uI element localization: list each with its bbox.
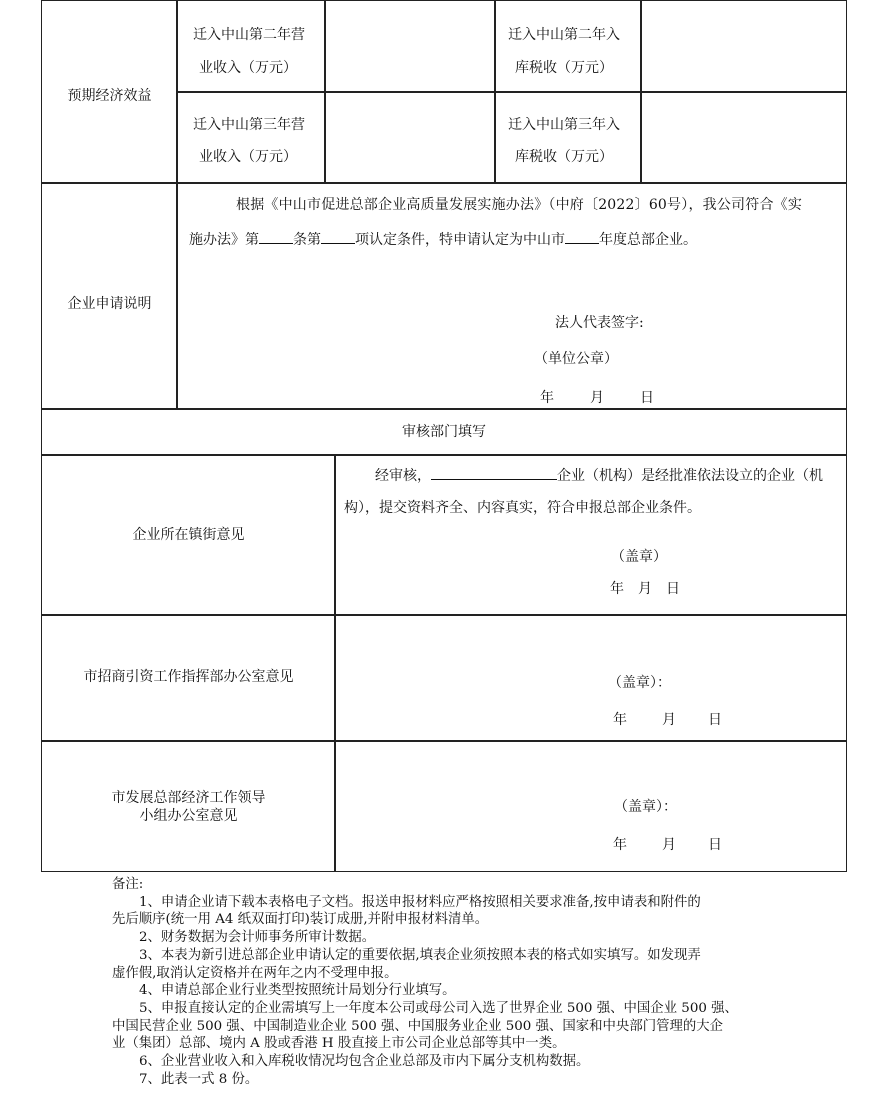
- application-date-month: 月: [590, 390, 604, 406]
- tax2-label-line2: 库税收（万元）: [515, 60, 613, 76]
- hq-office-label-line1: 市发展总部经济工作领导: [111, 790, 266, 806]
- rev2-label-line1: 迁入中山第二年营: [193, 27, 305, 43]
- application-para-line1: 根据《中山市促进总部企业高质量发展实施办法》（中府〔2022〕60号），我公司符合《实: [236, 197, 803, 213]
- town-date: 年 月 日: [610, 581, 680, 597]
- rev3-label-line2: 业收入（万元）: [199, 149, 297, 165]
- note-3-line2: 虚作假,取消认定资格并在两年之内不受理申报。: [112, 965, 398, 981]
- para-text-a: 施办法》第: [189, 232, 259, 248]
- town-opinion-line1: [375, 465, 823, 486]
- town-seal-label: （盖章）: [611, 549, 667, 565]
- invest-seal-label: （盖章）：: [608, 675, 671, 691]
- tax3-label-cell: [494, 91, 642, 184]
- note-5-line3: 业（集团）总部、境内 A 股或香港 H 股直接上市公司企业总部等其中一类。: [112, 1036, 566, 1052]
- application-content-cell[interactable]: [176, 182, 847, 410]
- invest-office-label: 市招商引资工作指挥部办公室意见: [83, 669, 294, 685]
- tax2-label-line1: 迁入中山第二年入: [508, 27, 620, 43]
- note-5-line2: 中国民营企业 500 强、中国制造业企业 500 强、中国服务业企业 500 强、国家和中央部门管理的大企: [112, 1018, 724, 1034]
- rev2-label-cell: [176, 0, 326, 93]
- hq-seal-label: （盖章）：: [614, 799, 677, 815]
- para-text-d: 年度总部企业。: [599, 232, 697, 248]
- tax2-value-cell[interactable]: [640, 0, 847, 93]
- town-opinion-line2: 构），提交资料齐全、内容真实，符合申报总部企业条件。: [344, 500, 701, 516]
- tax3-value-cell[interactable]: [640, 91, 847, 184]
- notes-block: [112, 876, 792, 1088]
- note-4: 4、申请总部企业行业类型按照统计局划分行业填写。: [139, 983, 456, 999]
- hq-office-label-line2: 小组办公室意见: [139, 808, 238, 824]
- item-blank[interactable]: [321, 229, 355, 244]
- para-text-b: 条第: [293, 232, 321, 248]
- note-1-line1: 1、申请企业请下载本表格电子文档。报送申报材料应严格按照相关要求准备,按申请表和附件的: [139, 894, 701, 910]
- invest-date-month: 月: [662, 712, 676, 728]
- invest-date-year: 年: [613, 712, 627, 728]
- town-text-b: 企业（机构）是经批准依法设立的企业（机: [557, 468, 823, 484]
- note-1-line2: 先后顺序(统一用 A4 纸双面打印)装订成册,并附申报材料清单。: [112, 912, 489, 928]
- note-2: 2、财务数据为会计师事务所审计数据。: [139, 930, 376, 946]
- town-text-a: 经审核，: [375, 468, 431, 484]
- article-blank[interactable]: [259, 229, 293, 244]
- review-header: 审核部门填写: [402, 424, 486, 440]
- year-blank[interactable]: [565, 229, 599, 244]
- company-name-blank[interactable]: [431, 465, 557, 480]
- unit-seal-label: （单位公章）: [534, 351, 618, 367]
- rev2-value-cell[interactable]: [324, 0, 496, 93]
- tax3-label-line2: 库税收（万元）: [515, 149, 613, 165]
- note-6: 6、企业营业收入和入库税收情况均包含企业总部及市内下属分支机构数据。: [139, 1054, 590, 1070]
- para-text-c: 项认定条件，特申请认定为中山市: [355, 232, 565, 248]
- rev3-label-cell: [176, 91, 326, 184]
- tax3-label-line1: 迁入中山第三年入: [508, 117, 620, 133]
- hq-date-day: 日: [708, 837, 722, 853]
- application-date-day: 日: [640, 390, 654, 406]
- rev3-value-cell[interactable]: [324, 91, 496, 184]
- application-label: 企业申请说明: [67, 296, 152, 312]
- tax2-label-cell: [494, 0, 642, 93]
- hq-date-year: 年: [613, 837, 627, 853]
- town-opinion-label: 企业所在镇街意见: [132, 527, 245, 543]
- rev3-label-line1: 迁入中山第三年营: [193, 117, 305, 133]
- expected-benefit-label: 预期经济效益: [67, 88, 152, 104]
- hq-date-month: 月: [662, 837, 676, 853]
- rev2-label-line2: 业收入（万元）: [199, 60, 297, 76]
- note-5-line1: 5、申报直接认定的企业需填写上一年度本公司或母公司入选了世界企业 500 强、中国企业 500 强、: [139, 1000, 738, 1016]
- hq-office-content-cell[interactable]: [334, 740, 847, 872]
- note-7: 7、此表一式 8 份。: [139, 1071, 259, 1087]
- invest-office-content-cell[interactable]: [334, 614, 847, 742]
- notes-title: 备注:: [112, 877, 144, 892]
- legal-rep-signature-label: 法人代表签字:: [555, 315, 644, 331]
- application-para-line2: [189, 229, 697, 250]
- application-date-year: 年: [540, 390, 554, 406]
- note-3-line1: 3、本表为新引进总部企业申请认定的重要依据,填表企业须按照本表的格式如实填写。如发现弄: [139, 947, 701, 963]
- invest-date-day: 日: [708, 712, 722, 728]
